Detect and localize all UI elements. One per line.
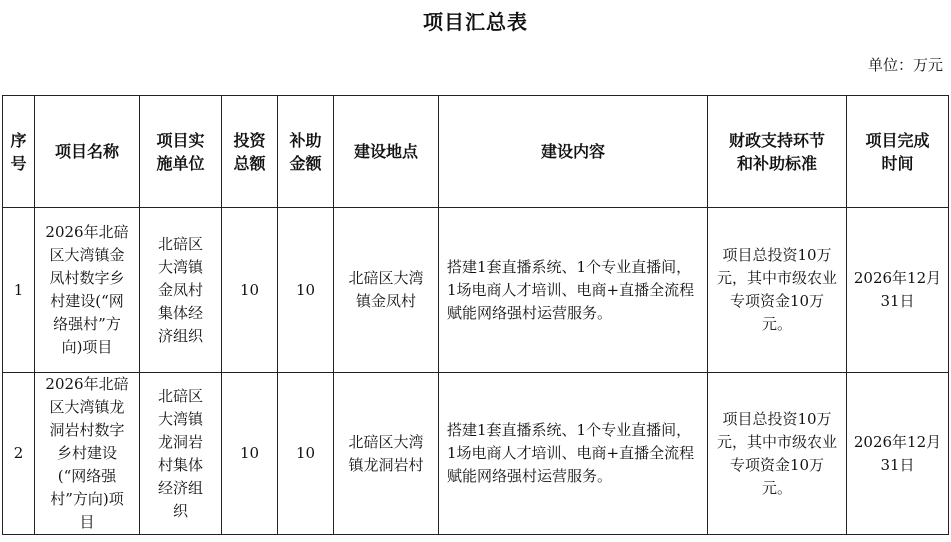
cell-unit-org: 北碚区大湾镇金凤村集体经济组织 xyxy=(140,208,222,373)
page-title: 项目汇总表 xyxy=(423,10,528,34)
table-header-row xyxy=(3,96,949,208)
cell-content: 搭建1套直播系统、1个专业直播间，1场电商人才培训、电商+直播全流程赋能网络强村运营服务。 xyxy=(439,208,708,373)
cell-name: 2026年北碚区大湾镇金凤村数字乡村建设(“网络强村”方向)项目 xyxy=(35,208,140,373)
cell-invest: 10 xyxy=(222,373,278,535)
cell-subsidy: 10 xyxy=(278,373,334,535)
table-row xyxy=(3,208,949,373)
cell-seq: 1 xyxy=(3,208,35,373)
cell-finish: 2026年12月31日 xyxy=(847,373,949,535)
cell-subsidy: 10 xyxy=(278,208,334,373)
cell-name: 2026年北碚区大湾镇龙洞岩村数字乡村建设(“网络强村”方向)项目 xyxy=(35,373,140,535)
cell-invest: 10 xyxy=(222,208,278,373)
header-invest: 投资总额 xyxy=(222,96,278,208)
cell-finance: 项目总投资10万元，其中市级农业专项资金10万元。 xyxy=(708,373,847,535)
cell-unit-org: 北碚区大湾镇龙洞岩村集体经济组织 xyxy=(140,373,222,535)
cell-finish: 2026年12月31日 xyxy=(847,208,949,373)
project-summary-table xyxy=(2,95,949,535)
header-subsidy: 补助金额 xyxy=(278,96,334,208)
cell-location: 北碚区大湾镇龙洞岩村 xyxy=(334,373,439,535)
cell-content: 搭建1套直播系统、1个专业直播间，1场电商人才培训、电商+直播全流程赋能网络强村运营服务。 xyxy=(439,373,708,535)
cell-seq: 2 xyxy=(3,373,35,535)
header-finance: 财政支持环节和补助标准 xyxy=(708,96,847,208)
header-seq: 序号 xyxy=(3,96,35,208)
table-row xyxy=(3,373,949,535)
header-content: 建设内容 xyxy=(439,96,708,208)
cell-location: 北碚区大湾镇金凤村 xyxy=(334,208,439,373)
header-finish: 项目完成时间 xyxy=(847,96,949,208)
unit-label: 单位：万元 xyxy=(867,56,943,74)
cell-finance: 项目总投资10万元，其中市级农业专项资金10万元。 xyxy=(708,208,847,373)
header-name: 项目名称 xyxy=(35,96,140,208)
header-location: 建设地点 xyxy=(334,96,439,208)
header-unit-org: 项目实施单位 xyxy=(140,96,222,208)
